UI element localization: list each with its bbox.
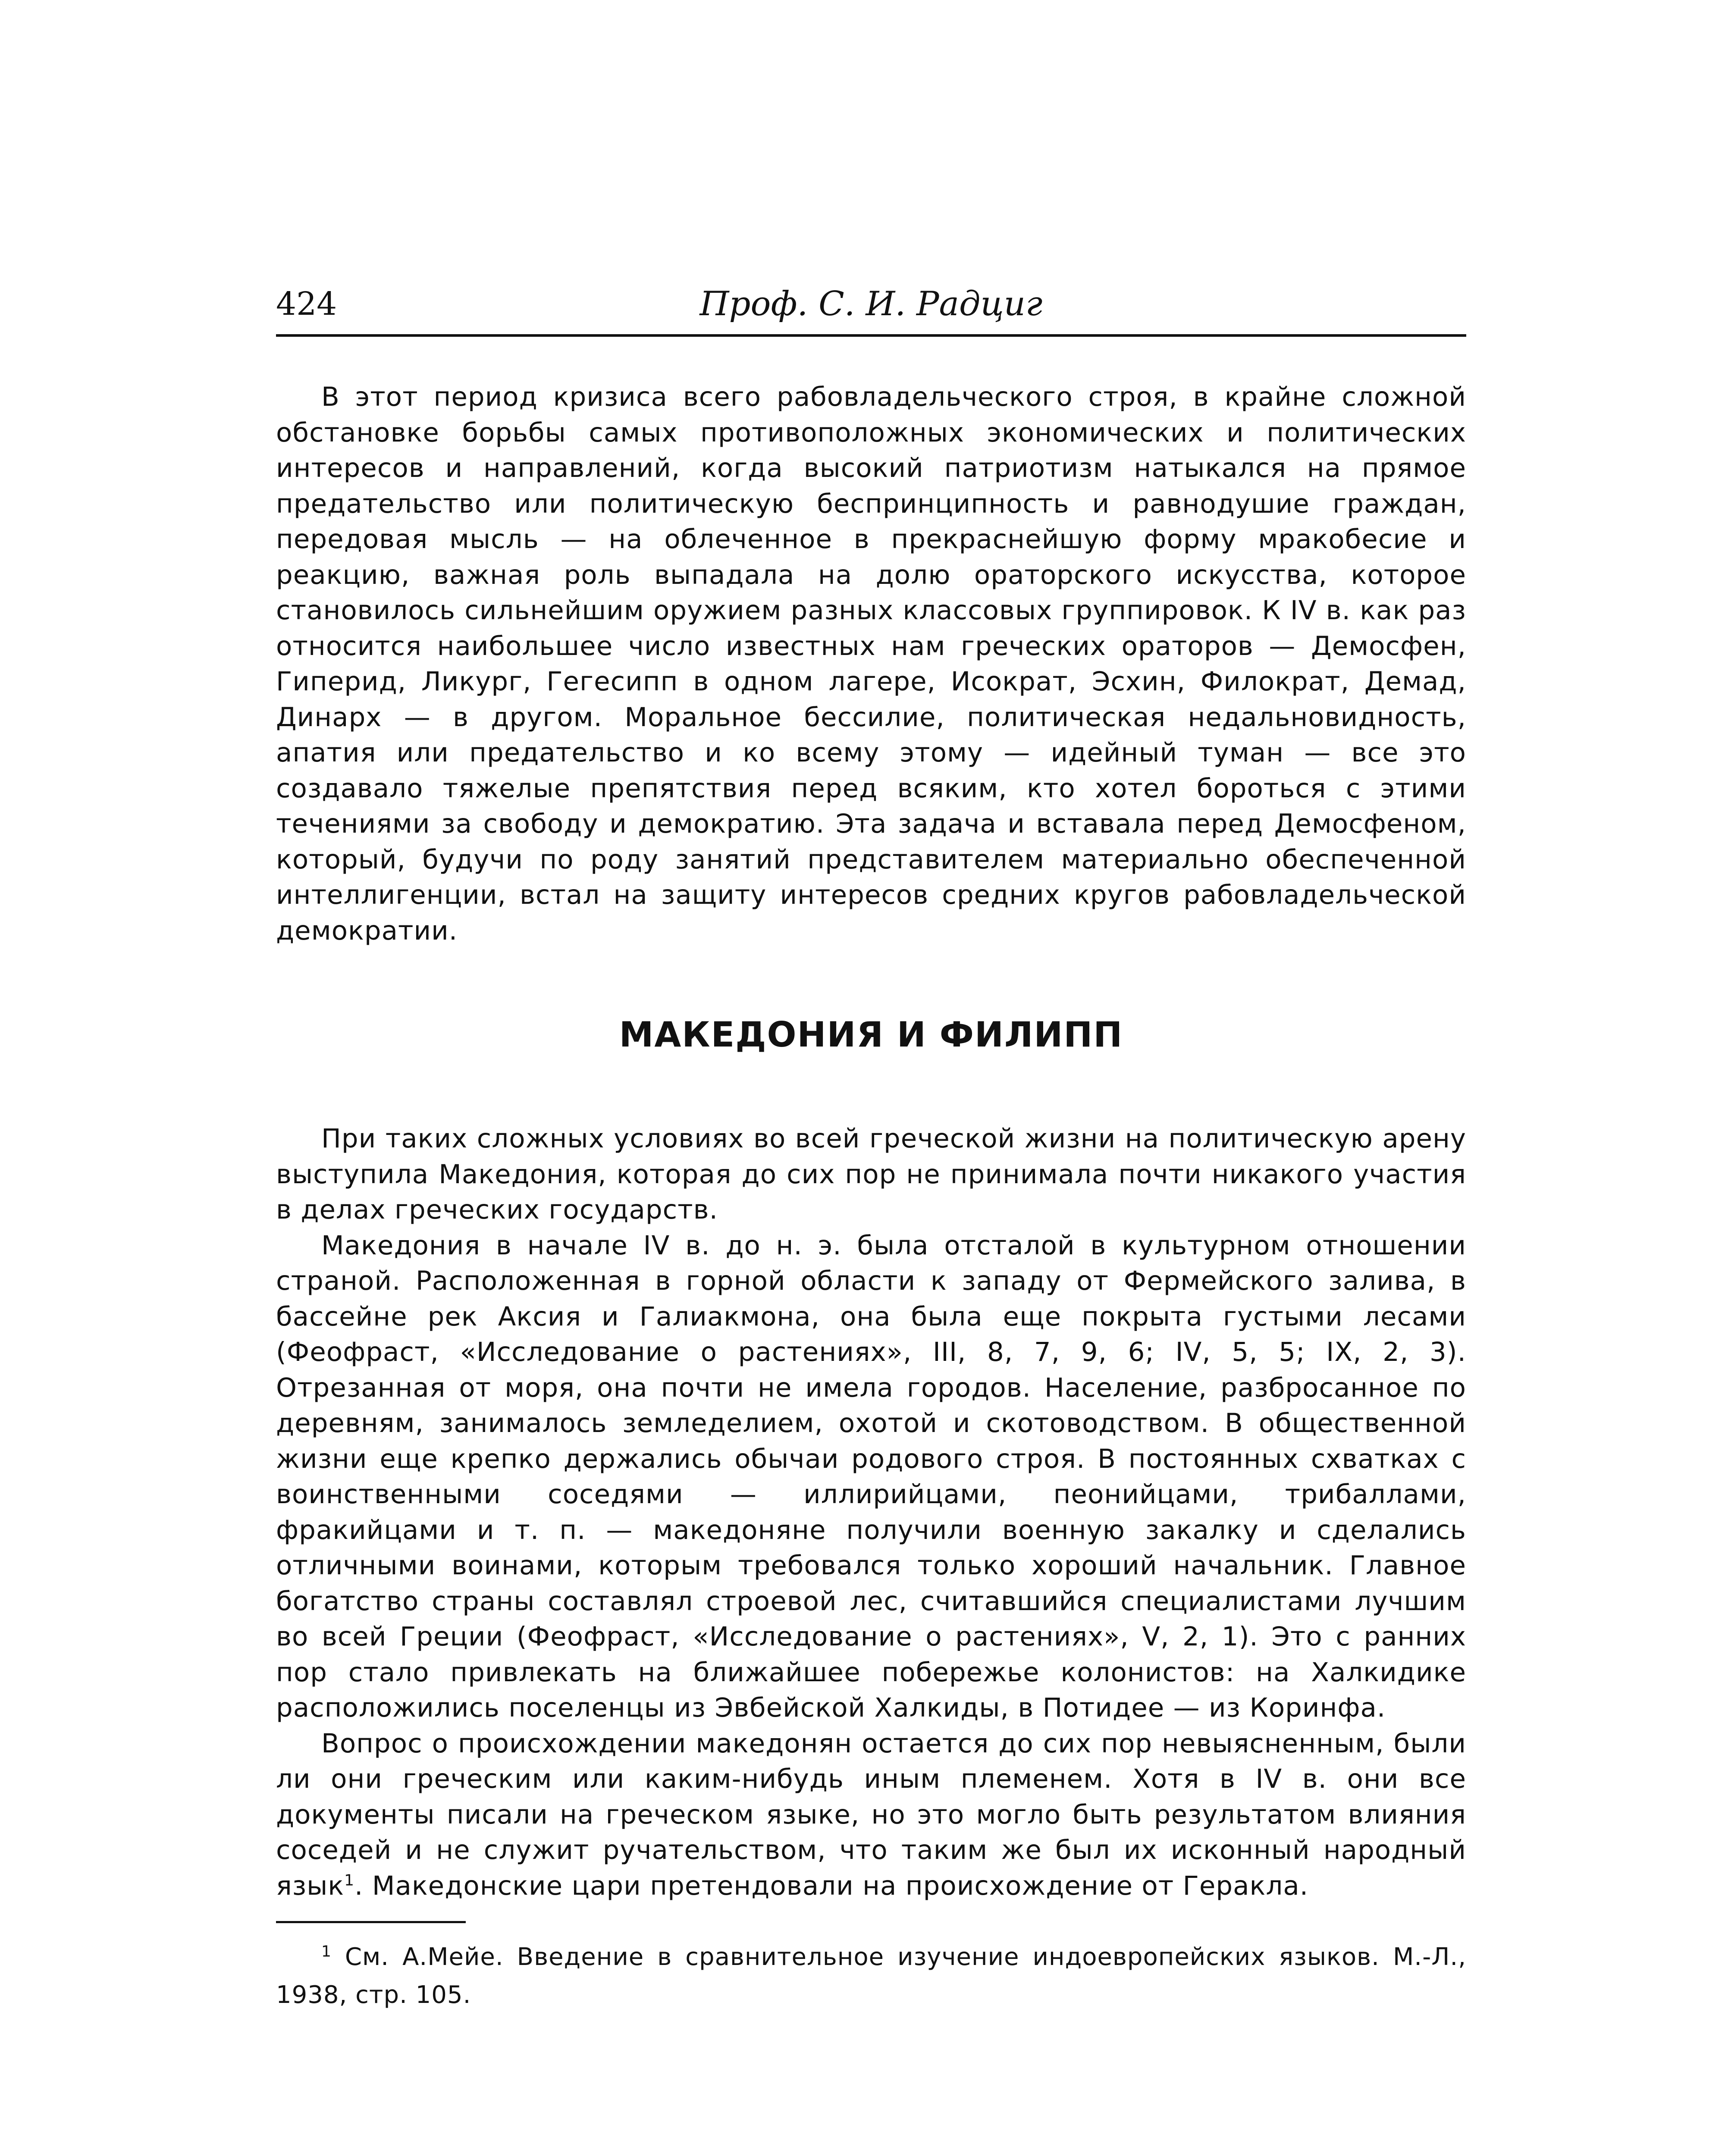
section-title: МАКЕДОНИЯ И ФИЛИПП — [619, 1015, 1123, 1055]
paragraph-4 — [276, 1726, 1466, 1904]
footnote — [276, 1938, 1466, 2014]
page-header — [276, 276, 1466, 337]
paragraph-4-end: . Македонские цари претендовали на происхождение от Геракла. — [354, 1870, 1309, 1901]
footnote-reference: 1 — [344, 1871, 355, 1890]
paragraph-2: При таких сложных условиях во всей греческой жизни на политическую арену выступила Македония, которая до сих пор не принимала почти никакого участия в делах греческих государств. — [276, 1123, 1466, 1225]
paragraph-3: Македония в начале IV в. до н. э. была отсталой в культурном отношении страной. Расположенная в горной области к западу от Фермейского залива, в бассейне рек Аксия и Галиакмона, она была еще покрыта густыми лесами (Феофраст, «Исследование о растениях», III, 8, 7, 9, 6; IV, 5, 5; IX, 2, 3). Отрезанная от моря, она почти не имела городов. Население, разбросанное по деревням, занималось земледелием, охотой и скотоводством. В общественной жизни еще крепко держались обычаи родового строя. В постоянных схватках с воинственными соседями — иллирийцами, пеонийцами, трибаллами, фракийцами и т. п. — македоняне получили военную закалку и сделались отличными воинами, которым требовался только хороший начальник. Главное богатство страны составлял строевой лес, считавшийся специалистами лучшим во всей Греции (Феофраст, «Исследование о растениях», V, 2, 1). Это с ранних пор стало привлекать на ближайшее побережье колонистов: на Халкидике расположились поселенцы из Эвбейской Халкиды, в Потидее — из Коринфа. — [276, 1230, 1466, 1723]
paragraph-4-text: Вопрос о происхождении македонян остается до сих пор невыясненным, были ли они греческим или каким-нибудь иным племенем. Хотя в IV в. они все документы писали на греческом языке, но это могло быть результатом влияния соседей и не служит ручательством, что таким же был их исконный народный язык — [276, 1728, 1466, 1901]
paragraph-1: В этот период кризиса всего рабовладельческого строя, в крайне сложной обстановке борьбы самых противоположных экономических и политических интересов и направлений, когда высокий патриотизм натыкался на прямое предательство или политическую беспринципность и равнодушие граждан, передовая мысль — на облеченное в прекраснейшую форму мракобесие и реакцию, важная роль выпадала на долю ораторского искусства, которое становилось сильнейшим оружием разных классовых группировок. К IV в. как раз относится наибольшее число известных нам греческих ораторов — Демосфен, Гиперид, Ликург, Гегесипп в одном лагере, Исократ, Эсхин, Филократ, Демад, Динарх — в другом. Моральное бессилие, политическая недальновидность, апатия или предательство и ко всему этому — идейный туман — все это создавало тяжелые препятствия перед всяким, кто хотел бороться с этими течениями за свободу и демократию. Эта задача и вставала перед Демосфеном, который, будучи по роду занятий представителем материально обеспеченной интеллигенции, встал на защиту интересов средних кругов рабовладельческой демократии. — [276, 382, 1466, 946]
page-number: 424 — [276, 285, 337, 323]
footnote-marker: 1 — [321, 1943, 332, 1961]
footnote-divider — [276, 1921, 466, 1923]
running-head: Проф. С. И. Радциг — [699, 285, 1043, 323]
main-text — [276, 379, 1466, 2014]
footnote-text: См. А.Мейе. Введение в сравнительное изучение индоевропейских языков. М.-Л., 1938, стр. 105. — [276, 1943, 1466, 2009]
